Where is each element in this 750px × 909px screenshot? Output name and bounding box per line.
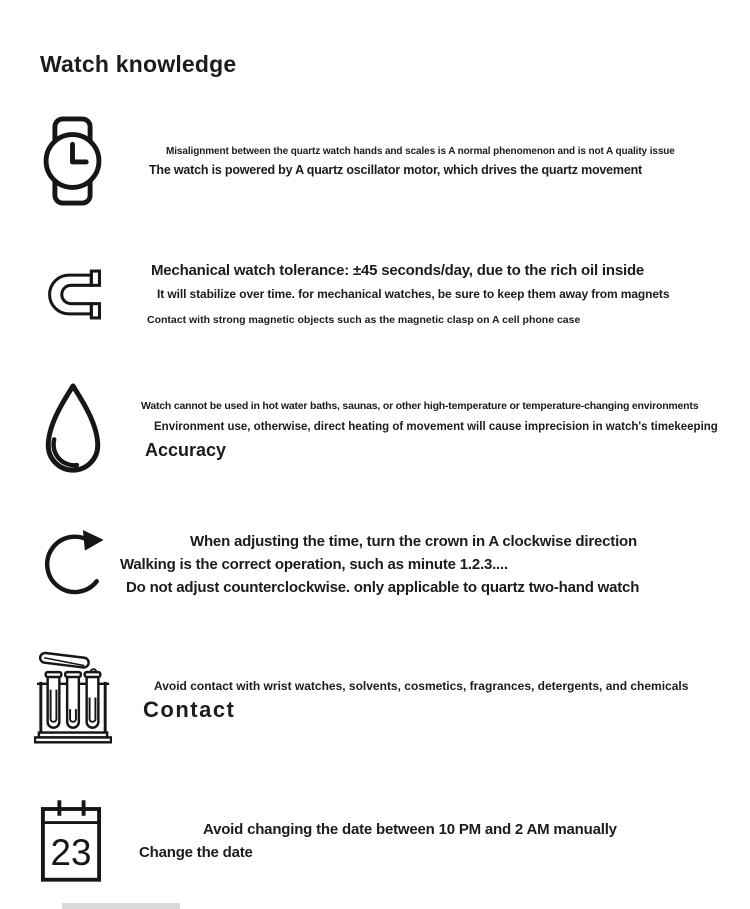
magnet-note-main: Mechanical watch tolerance: ±45 seconds/day, due to the rich oil inside xyxy=(151,262,645,279)
calendar-day-number: 23 xyxy=(50,832,92,874)
wrist-watch-icon xyxy=(41,116,104,206)
adjust-note-main: When adjusting the time, turn the crown in A clockwise direction xyxy=(190,533,637,550)
clockwise-arrow-icon xyxy=(39,526,109,603)
quartz-note-main: The watch is powered by A quartz oscillator motor, which drives the quartz movement xyxy=(149,163,642,177)
temperature-note-secondary: Environment use, otherwise, direct heating of movement will cause imprecision in watch's timekeeping xyxy=(154,421,718,433)
adjust-note-warning: Do not adjust counterclockwise. only applicable to quartz two-hand watch xyxy=(126,579,640,596)
contact-heading: Contact xyxy=(143,697,236,722)
page-title: Watch knowledge xyxy=(40,51,237,78)
magnet-note-small: Contact with strong magnetic objects such as the magnetic clasp on A cell phone case xyxy=(147,314,581,326)
next-section-peek xyxy=(62,903,180,909)
magnet-note-secondary: It will stabilize over time. for mechanical watches, be sure to keep them away from magnets xyxy=(157,287,670,301)
test-tubes-icon xyxy=(34,646,112,745)
water-drop-icon xyxy=(40,382,106,479)
magnet-icon xyxy=(44,267,102,322)
calendar-icon xyxy=(40,797,102,883)
chemical-note-small: Avoid contact with wrist watches, solvents, cosmetics, fragrances, detergents, and chemicals xyxy=(154,679,689,693)
date-note-secondary: Change the date xyxy=(139,844,253,861)
date-note-main: Avoid changing the date between 10 PM and 2 AM manually xyxy=(203,821,617,838)
quartz-note-small: Misalignment between the quartz watch hands and scales is A normal phenomenon and is not A quality issue xyxy=(166,146,675,157)
accuracy-heading: Accuracy xyxy=(145,440,227,460)
temperature-note-small: Watch cannot be used in hot water baths, saunas, or other high-temperature or temperature-changing environments xyxy=(141,400,699,412)
adjust-note-secondary: Walking is the correct operation, such as minute 1.2.3.... xyxy=(120,556,508,573)
